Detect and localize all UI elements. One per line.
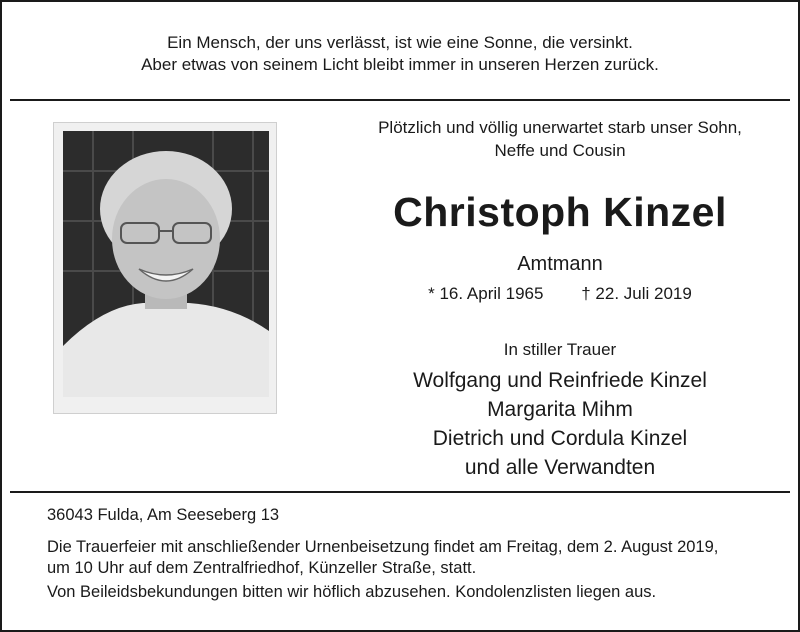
- life-dates: [335, 282, 785, 306]
- mourners-list: [335, 366, 785, 482]
- intro-line-2: Neffe und Cousin: [494, 141, 626, 160]
- ceremony-info: [47, 537, 767, 579]
- death-date: † 22. Juli 2019: [581, 284, 692, 303]
- deceased-name: Christoph Kinzel: [393, 189, 727, 235]
- birth-date: * 16. April 1965: [428, 284, 544, 303]
- condolence-note: Von Beileidsbekundungen bitten wir höflich abzusehen. Kondolenzlisten liegen aus.: [47, 583, 657, 601]
- portrait-image: [63, 131, 269, 397]
- mourner-name: Wolfgang und Reinfriede Kinzel: [413, 369, 707, 392]
- top-divider: [10, 99, 790, 101]
- ceremony-line-2: um 10 Uhr auf dem Zentralfriedhof, Künzeller Straße, statt.: [47, 559, 477, 577]
- quote-line-1: Ein Mensch, der uns verlässt, ist wie eine Sonne, die versinkt.: [167, 33, 633, 52]
- portrait-photo: [53, 122, 277, 414]
- bottom-divider: [10, 491, 790, 493]
- mourner-name: und alle Verwandten: [464, 456, 656, 479]
- intro-text: [335, 116, 785, 162]
- family-address: 36043 Fulda, Am Seeseberg 13: [47, 506, 280, 524]
- ceremony-line-1: Die Trauerfeier mit anschließender Urnenbeisetzung findet am Freitag, dem 2. August 2019,: [47, 538, 719, 556]
- mourner-name: Margarita Mihm: [487, 398, 633, 421]
- mourner-name: Dietrich und Cordula Kinzel: [432, 427, 688, 450]
- mourning-heading: In stiller Trauer: [503, 340, 617, 359]
- deceased-title: Amtmann: [517, 253, 603, 275]
- quote-line-2: Aber etwas von seinem Licht bleibt immer in unseren Herzen zurück.: [141, 55, 659, 74]
- intro-line-1: Plötzlich und völlig unerwartet starb unser Sohn,: [378, 118, 742, 137]
- memorial-quote: [0, 32, 800, 76]
